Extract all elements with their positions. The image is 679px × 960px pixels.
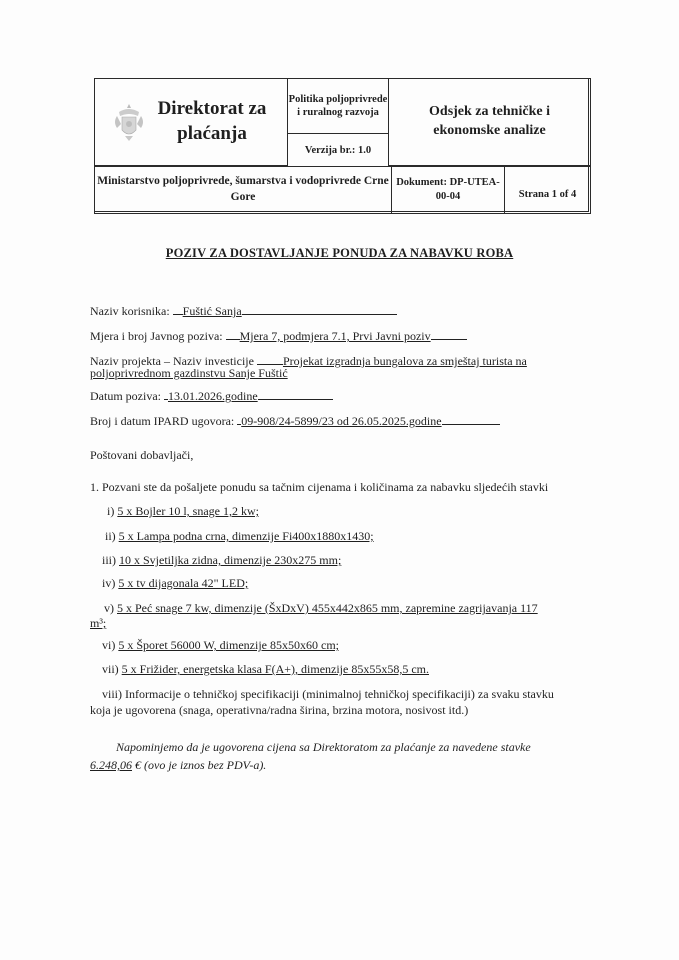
page-number: Strana 1 of 4 bbox=[504, 166, 591, 214]
list-item-number: vii) bbox=[102, 662, 119, 676]
intro-paragraph: 1. Pozvani ste da pošaljete ponudu sa tačnim cijenama i količinama za nabavku sljedećih stavki bbox=[90, 480, 549, 494]
list-item-number: iv) bbox=[102, 576, 116, 590]
list-item-text: 10 x Svjetiljka zidna, dimenzije 230x275 mm; bbox=[119, 553, 342, 567]
list-item-text: 5 x Peć snage 7 kw, dimenzije (ŠxDxV) 455x442x865 mm, zapremine zagrijavanja 117 bbox=[117, 601, 538, 615]
list-item-number: ii) bbox=[105, 529, 116, 543]
field-projekat-cont bbox=[90, 366, 288, 381]
list-item-text: 5 x Šporet 56000 W, dimenzije 85x50x60 cm; bbox=[118, 638, 339, 652]
price-note-suffix: € (ovo je iznos bez PDV-a). bbox=[135, 758, 267, 772]
field-projekat-label: Naziv projekta – Naziv investicije bbox=[90, 354, 254, 368]
list-item-number: v) bbox=[104, 601, 114, 615]
policy-label: Politika poljoprivrede i ruralnog razvoja bbox=[287, 78, 389, 134]
list-item-text-cont: koja je ugovorena (snaga, operativna/radna širina, brzina motora, nosivost itd.) bbox=[90, 703, 469, 717]
list-item-text: 5 x Bojler 10 l, snage 1,2 kw; bbox=[117, 504, 259, 518]
price-note bbox=[90, 738, 590, 774]
field-ugovor bbox=[90, 413, 500, 429]
list-item bbox=[102, 576, 248, 591]
document-number: Dokument: DP-UTEA-00-04 bbox=[391, 166, 505, 214]
list-item bbox=[107, 504, 259, 519]
directorate-name: Direktorat za plaćanja bbox=[157, 98, 267, 144]
field-korisnik-value: Fuštić Sanja bbox=[182, 304, 242, 318]
field-projekat-value-1: Projekat izgradnja bungalova za smještaj turista na bbox=[282, 354, 527, 368]
list-item-number: i) bbox=[107, 504, 115, 518]
list-item-text: 5 x tv dijagonala 42" LED; bbox=[118, 576, 249, 590]
ministry-label: Ministarstvo poljoprivrede, šumarstva i vodoprivrede Crne Gore bbox=[94, 166, 392, 214]
list-item bbox=[104, 601, 538, 616]
field-korisnik bbox=[90, 303, 397, 319]
field-datum bbox=[90, 388, 333, 404]
list-item-text: Informacije o tehničkoj specifikaciji (minimalnoj tehničkoj specifikaciji) za svaku stavku bbox=[125, 687, 554, 701]
list-item-text-cont: m³; bbox=[90, 616, 107, 630]
greeting: Poštovani dobavljači, bbox=[90, 448, 194, 462]
price-note-text: Napominjemo da je ugovorena cijena sa Direktoratom za plaćanje za navedene stavke bbox=[116, 740, 531, 754]
field-projekat-value-2: poljoprivrednom gazdinstvu Sanje Fuštić bbox=[90, 366, 288, 380]
field-korisnik-label: Naziv korisnika: bbox=[90, 304, 170, 318]
list-item bbox=[102, 638, 339, 653]
field-ugovor-value: 09-908/24-5899/23 od 26.05.2025.godine bbox=[241, 414, 442, 428]
document-title bbox=[0, 246, 679, 261]
field-datum-label: Datum poziva: bbox=[90, 389, 161, 403]
department-label bbox=[388, 78, 591, 166]
header-directorate-cell bbox=[94, 78, 288, 166]
field-ugovor-label: Broj i datum IPARD ugovora: bbox=[90, 414, 235, 428]
list-item-text: 5 x Lampa podna crna, dimenzije Fi400x1880x1430; bbox=[118, 529, 374, 543]
list-item-text: 5 x Frižider, energetska klasa F(A+), dimenzije 85x55x58,5 cm. bbox=[121, 662, 429, 676]
version-label: Verzija br.: 1.0 bbox=[287, 133, 389, 167]
field-mjera-value: Mjera 7, podmjera 7.1, Prvi Javni poziv bbox=[239, 329, 431, 343]
field-datum-value: 13.01.2026.godine bbox=[167, 389, 258, 403]
header-table bbox=[94, 78, 589, 212]
list-item bbox=[102, 553, 341, 568]
list-item-continuation bbox=[90, 703, 468, 718]
list-item-continuation bbox=[90, 616, 106, 631]
document-title-text: POZIV ZA DOSTAVLJANJE PONUDA ZA NABAVKU ROBA bbox=[165, 246, 514, 260]
price-note-amount: 6.248,06 bbox=[90, 758, 132, 772]
list-item bbox=[102, 662, 429, 677]
list-item-number: vi) bbox=[102, 638, 116, 652]
list-item bbox=[102, 687, 554, 702]
list-item bbox=[105, 529, 374, 544]
field-mjera bbox=[90, 328, 467, 344]
field-mjera-label: Mjera i broj Javnog poziva: bbox=[90, 329, 223, 343]
list-item-number: viii) bbox=[102, 687, 122, 701]
department-text: Odsjek za tehničke i ekonomske analize bbox=[429, 104, 550, 138]
list-item-number: iii) bbox=[102, 553, 116, 567]
coat-of-arms-icon bbox=[111, 100, 147, 144]
